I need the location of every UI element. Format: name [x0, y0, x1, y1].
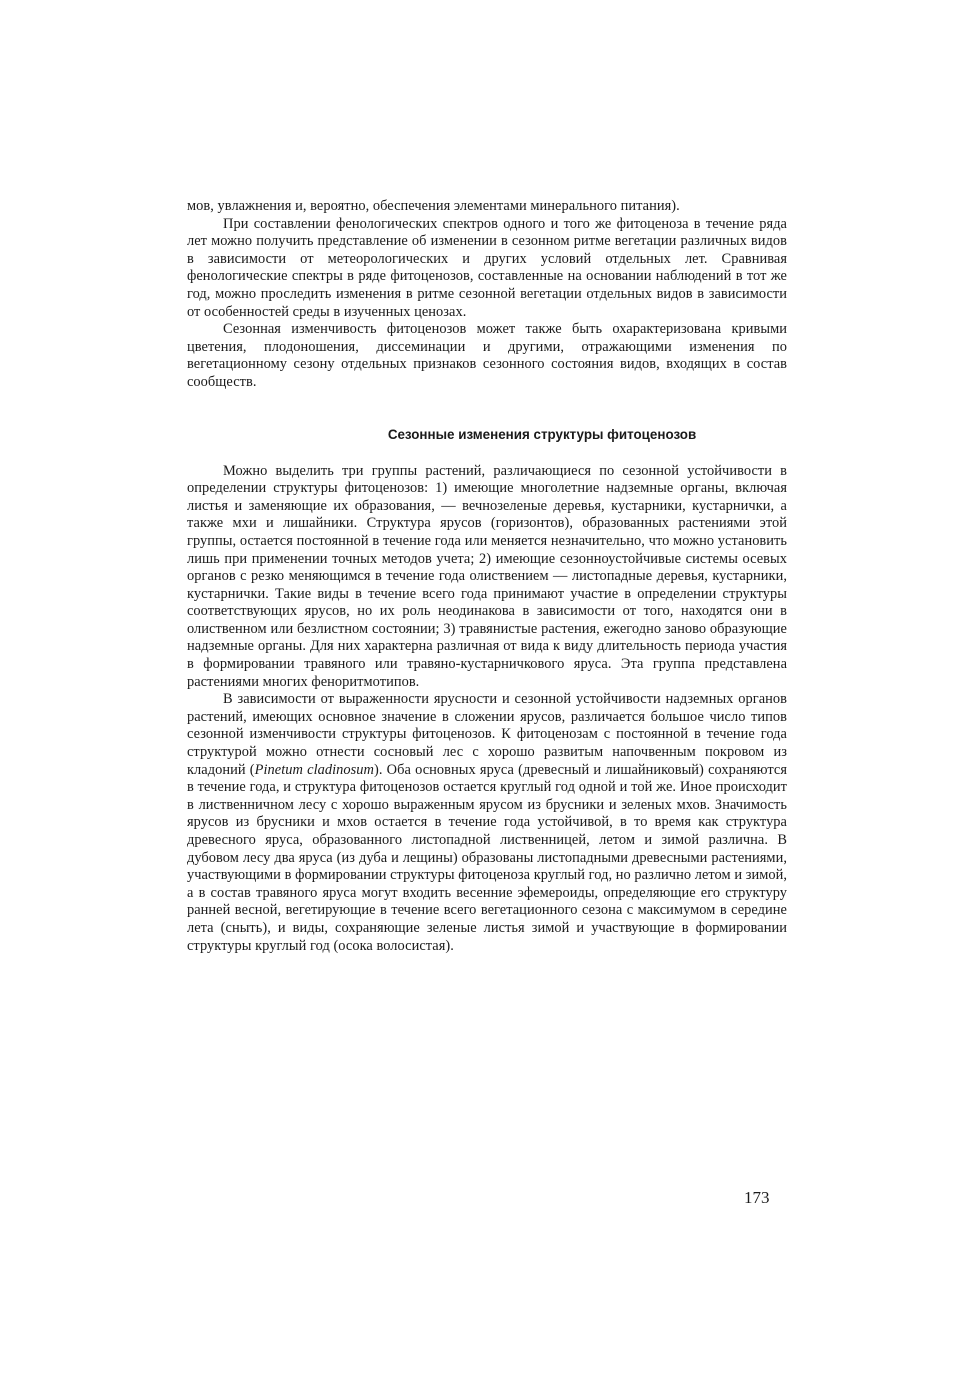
latin-term: Pinetum cladinosum: [254, 761, 374, 778]
paragraph-structure-types: [187, 691, 787, 955]
page-body: [187, 198, 787, 955]
paragraph-text-part: В зависимости от выраженности ярусности и сезонной устойчивости надземных органов растений, имеющих основное значение в сложении ярусов, различается большое число типов сезонной изменчивости структуры фитоценозов. К фитоценозам с постоянной в течение года структурой можно отнести сосновый лес с хорошо развитым напочвенным покровом из кладоний (: [187, 691, 787, 778]
section-heading: Сезонные изменения структуры фитоценозов: [387, 426, 697, 442]
paragraph-plant-groups: Можно выделить три группы растений, различающиеся по сезонной устойчивости в определении структуры фитоценозов: 1) имеющие многолетние надземные органы, включая листья и заменяющие их образования, — вечнозеленые деревья, кустарники, кустарнички, а также мхи и лишайники. Структура ярусов (горизонтов), образованных растениями этой группы, остается постоянной в течение года или меняется незначительно, что можно установить лишь при применении точных методов учета; 2) имеющие сезонноустойчивые системы осевых органов с резко меняющимся в течение года олиствением — листопадные деревья, кустарники, кустарнички. Такие виды в течение всего года принимают участие в определении структуры соответствующих ярусов, но их роль неодинакова в зависимости от того, находятся они в олиственном или безлистном состоянии; 3) травянистые растения, ежегодно заново образующие надземные органы. Для них характерна различная от вида к виду длительность периода участия в формировании травяного или травяно-кустарничкового яруса. Эта группа представлена растениями многих феноритмотипов.: [187, 462, 787, 690]
paragraph-seasonal-variability: Сезонная изменчивость фитоценозов может также быть охарактеризована кривыми цветения, плодоношения, диссеминации и другими, отражающими изменения по вегетационному сезону отдельных признаков сезонного состояния видов, входящих в состав сообществ.: [187, 321, 787, 390]
paragraph-text-part: ). Оба основных яруса (древесный и лишайниковый) сохраняются в течение года, и структура фитоценозов остается круглый год одной и той же. Иное происходит в лиственничном лесу с хорошо выраженным ярусом из брусники и зеленых мхов. Значимость ярусов из брусники и мхов остается в течение года устойчивой, в то время как структура древесного яруса, образованного листопадной лиственницей, летом и зимой различна. В дубовом лесу два яруса (из дуба и лещины) образованы листопадными древесными растениями, участвующими в формировании структуры фитоценоза круглый год, но различно летом и зимой, а в состав травяного яруса могут входить весенние эфемероиды, определяющие его структуру ранней весной, вегетирующие в течение всего вегетационного сезона с максимумом в середине лета (сныть), и виды, сохраняющие зеленые листья зимой и участвующие в формировании структуры круглый год (осока волосистая).: [187, 761, 788, 954]
paragraph-phenological-spectra: При составлении фенологических спектров одного и того же фитоценоза в течение ряда лет можно получить представление об изменении в сезонном ритме вегетации различных видов в зависимости от метеорологических и других условий отдельных лет. Сравнивая фенологические спектры в ряде фитоценозов, составленные на основании наблюдений в тот же год, можно проследить изменения в ритме сезонной вегетации отдельных видов в зависимости от особенностей среды в изученных ценозах.: [187, 215, 787, 320]
page-number: 173: [744, 1188, 770, 1207]
paragraph-continuation: мов, увлажнения и, вероятно, обеспечения элементами минерального питания).: [187, 198, 680, 214]
